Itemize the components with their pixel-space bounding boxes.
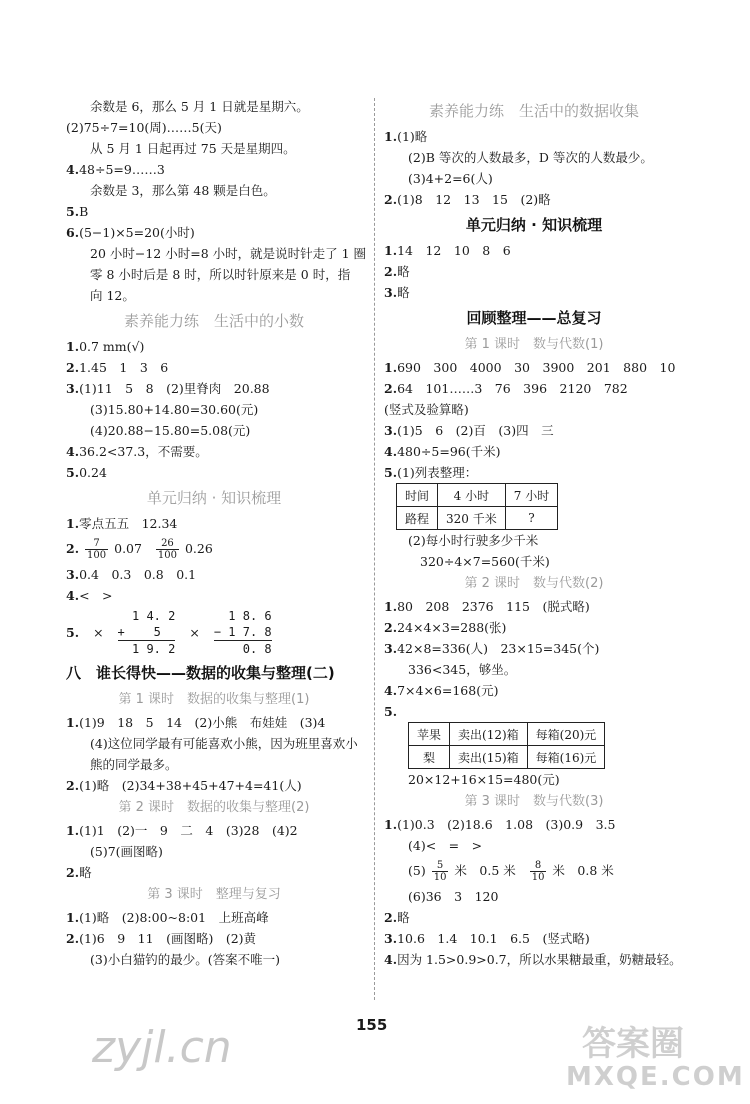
question-number: 4. [384, 683, 398, 698]
answer-line [66, 775, 362, 796]
answer-line [66, 285, 362, 306]
answer-line [66, 733, 362, 754]
answer-line [66, 754, 362, 775]
answer-text: 余数是 6，那么 5 月 1 日就是星期六。 [90, 99, 309, 114]
answer-line-fractions: 2. $\frac{7}{100}$ 0.07 $\frac{26}{100}$ 0.26 [66, 538, 213, 561]
answer-line [66, 117, 362, 138]
question-number: 1. [384, 129, 398, 144]
answer-text: 36.2<37.3，不需要。 [79, 444, 208, 459]
answer-text: 略 [397, 910, 410, 925]
answer-line [384, 168, 684, 189]
question-number: 2. [66, 360, 80, 375]
section-heading-decimals: 素养能力练 生活中的小数 [123, 312, 304, 330]
answer-line [66, 420, 362, 441]
table-cell: 每箱(16)元 [527, 746, 605, 769]
answer-line [384, 907, 684, 928]
question-number: 5. [66, 465, 80, 480]
answer-line: 4.< > [66, 588, 113, 603]
answer-line-fractions: (5) $\frac{5}{10}$ 米 0.5 米 $\frac{8}{10}$ 米 0.8 米 [408, 860, 614, 883]
answer-text: 48÷5=9……3 [79, 162, 165, 177]
answer-line [66, 138, 362, 159]
vertical-subtraction: 1 8. 6 − 1 7. 8 0. 8 [213, 608, 272, 656]
answer-line [66, 378, 362, 399]
answer-line [66, 712, 362, 733]
fraction: $\frac{7}{100}$ [87, 538, 107, 561]
answer-line [66, 180, 362, 201]
lesson-heading-2: 第 2 课时 数与代数(2) [464, 576, 604, 591]
answer-line [66, 907, 362, 928]
answer-text: (1)9 18 5 14 (2)小熊 布娃娃 (3)4 [79, 715, 326, 730]
answer-line [66, 222, 362, 243]
time-distance-table [396, 483, 558, 530]
answer-text: 320÷4×7=560(千米) [420, 554, 550, 569]
answer-text: 余数是 3，那么第 48 颗是白色。 [90, 183, 276, 198]
answer-text: 20×12+16×15=480(元) [408, 772, 560, 787]
question-number: 5. [384, 465, 398, 480]
vertical-calculations: 5. × 1 4. 2 + 5 1 9. 2 × 1 8. 6 − 1 7. 8 0. 8 [66, 608, 272, 656]
table-cell: 每箱(20)元 [527, 723, 605, 746]
answer-text: 零 8 小时后是 8 时，所以时针原来是 0 时，指 [90, 267, 351, 282]
watermark-answer-circle: 答案圈 [582, 1024, 684, 1064]
vertical-addition: 1 4. 2 + 5 1 9. 2 [117, 608, 176, 656]
question-number: 1. [384, 243, 398, 258]
answer-text: (4)20.88−15.80=5.08(元) [90, 423, 251, 438]
lesson1-answers-continued [384, 530, 684, 572]
answer-text: 向 12。 [90, 288, 135, 303]
answer-text: 略 [397, 264, 410, 279]
answer-line [66, 264, 362, 285]
question-number: 3. [384, 641, 398, 656]
decimals-answers [66, 336, 362, 483]
question-number: 4. [66, 162, 80, 177]
answer-line [384, 701, 684, 722]
answer-line [384, 441, 684, 462]
answer-line [384, 147, 684, 168]
answer-line [384, 126, 684, 147]
left-column [66, 96, 367, 970]
question-number: 1. [384, 360, 398, 375]
answer-line [384, 596, 684, 617]
lesson-heading-1: 第 1 课时 数据的收集与整理(1) [118, 692, 310, 707]
answer-text: 0.24 [79, 465, 107, 480]
watermark-mxqe: MXQE.COM [566, 1062, 745, 1092]
right-column [384, 96, 684, 970]
lesson3-answers-continued [384, 886, 684, 970]
answer-line [384, 261, 684, 282]
question-number: 2. [384, 264, 398, 279]
lesson3-answers [384, 814, 684, 856]
answer-line [384, 886, 684, 907]
column-divider [374, 98, 375, 1000]
table-cell: ? [505, 507, 557, 530]
answer-line [66, 96, 362, 117]
answer-text: (5)7(画图略) [90, 844, 163, 859]
answer-text: (1)1 (2)一 9 二 4 (3)28 (4)2 [79, 823, 298, 838]
question-number: 5. [384, 704, 398, 719]
answer-line [66, 462, 362, 483]
answer-text: 因为 1.5>0.9>0.7，所以水果糖最重，奶糖最轻。 [397, 952, 682, 967]
question-number: 4. [66, 444, 80, 459]
answer-text: (1)0.3 (2)18.6 1.08 (3)0.9 3.5 [397, 817, 616, 832]
section-heading-summary: 单元归纳 · 知识梳理 [146, 489, 282, 507]
answer-line [384, 551, 684, 572]
question-number: 1. [66, 715, 80, 730]
question-number: 5. [66, 204, 80, 219]
fraction: $\frac{8}{10}$ [531, 860, 545, 883]
answer-line [384, 462, 684, 483]
lesson2-answers [384, 596, 684, 722]
answer-line [66, 949, 362, 970]
chapter-title: 八 谁长得快——数据的收集与整理(二) [66, 664, 335, 682]
lesson2-answers-continued [384, 769, 684, 790]
answer-text: 42×8=336(人) 23×15=345(个) [397, 641, 600, 656]
answer-text: (2)B 等次的人数最多，D 等次的人数最少。 [408, 150, 653, 165]
answer-text: (1)略 (2)8:00~8:01 上班高峰 [79, 910, 269, 925]
answer-line [384, 378, 684, 399]
answer-text: 336<345，够坐。 [408, 662, 517, 677]
answer-line [384, 680, 684, 701]
answer-text: 略 [397, 285, 410, 300]
answer-text: 24×4×3=288(张) [397, 620, 507, 635]
lesson1-answers [66, 712, 362, 796]
question-number: 1. [384, 817, 398, 832]
answer-line [66, 862, 362, 883]
answer-text: (3)4+2=6(人) [408, 171, 493, 186]
table-row [409, 746, 605, 769]
answer-line: 3.0.4 0.3 0.8 0.1 [66, 567, 197, 582]
answer-line [384, 814, 684, 835]
answer-line [384, 769, 684, 790]
question-number: 1. [66, 910, 80, 925]
table-row [397, 484, 558, 507]
watermark-zyjl: zyjl.cn [92, 1022, 232, 1073]
answer-line [66, 336, 362, 357]
section-heading-summary: 单元归纳 · 知识梳理 [465, 216, 603, 234]
table-cell: 卖出(15)箱 [450, 746, 528, 769]
question-number: 2. [384, 192, 398, 207]
answer-text: 20 小时−12 小时=8 小时，就是说时针走了 1 圈 [90, 246, 367, 261]
answer-text: (5−1)×5=20(小时) [79, 225, 195, 240]
fraction: $\frac{5}{10}$ [433, 860, 447, 883]
question-number: 2. [66, 931, 80, 946]
table-cell: 路程 [397, 507, 438, 530]
answer-text: (1)略 [397, 129, 428, 144]
answer-text: (4)< = > [408, 838, 483, 853]
wrong-mark-1: × [93, 624, 104, 640]
answer-line [66, 159, 362, 180]
table-row [409, 723, 605, 746]
answer-line [384, 240, 684, 261]
question-number: 2. [66, 865, 80, 880]
fruit-sales-table [408, 722, 605, 769]
question-number: 3. [384, 423, 398, 438]
lesson3-answers [66, 907, 362, 970]
question-number: 4. [384, 952, 398, 967]
answer-text: (6)36 3 120 [408, 889, 499, 904]
answer-text: 7×4×6=168(元) [397, 683, 499, 698]
answer-line [66, 841, 362, 862]
question-number: 6. [66, 225, 80, 240]
answer-text: 略 [79, 865, 92, 880]
answer-line [66, 820, 362, 841]
answer-line [384, 638, 684, 659]
table-cell: 4 小时 [438, 484, 506, 507]
section-heading-review: 回顾整理——总复习 [466, 309, 602, 327]
answer-line [384, 617, 684, 638]
question-number: 4. [384, 444, 398, 459]
answer-line [384, 399, 684, 420]
section-heading-data-collection: 素养能力练 生活中的数据收集 [428, 102, 639, 120]
answer-line [384, 835, 684, 856]
summary-answers [384, 240, 684, 303]
answer-text: 690 300 4000 30 3900 201 880 10 [397, 360, 676, 375]
question-number: 3. [384, 931, 398, 946]
answer-text: (1)6 9 11 (画图略) (2)黄 [79, 931, 257, 946]
lesson2-answers [66, 820, 362, 883]
question-number: 1. [384, 599, 398, 614]
lesson-heading-3: 第 3 课时 整理与复习 [147, 887, 281, 902]
answer-line [66, 928, 362, 949]
answer-text: (1)11 5 8 (2)里脊肉 20.88 [79, 381, 270, 396]
answer-line [66, 201, 362, 222]
data-collection-answers [384, 126, 684, 210]
answer-text: 0.7 mm(√) [79, 339, 145, 354]
answer-line [66, 441, 362, 462]
answer-text: (2)每小时行驶多少千米 [408, 533, 539, 548]
question-number: 3. [66, 381, 80, 396]
answer-line [384, 530, 684, 551]
answer-line: 1.零点五五 12.34 [66, 516, 178, 531]
table-cell: 7 小时 [505, 484, 557, 507]
lesson1-answers [384, 357, 684, 483]
answer-line [384, 357, 684, 378]
table-cell: 320 千米 [438, 507, 506, 530]
question-number: 3. [384, 285, 398, 300]
page-number: 155 [356, 1016, 388, 1034]
fraction: $\frac{26}{100}$ [157, 538, 177, 561]
answer-line [66, 243, 367, 264]
answer-line [384, 420, 684, 441]
left-top-answers [66, 96, 367, 306]
answer-text: (3)15.80+14.80=30.60(元) [90, 402, 259, 417]
answer-text: (1)列表整理： [397, 465, 478, 480]
answer-text: 480÷5=96(千米) [397, 444, 501, 459]
answer-text: (1)略 (2)34+38+45+47+4=41(人) [79, 778, 302, 793]
answer-text: (1)8 12 13 15 (2)略 [397, 192, 551, 207]
answer-text: 熊的同学最多。 [90, 757, 178, 772]
answer-line [384, 189, 684, 210]
answer-text: 1.45 1 3 6 [79, 360, 169, 375]
table-cell: 苹果 [409, 723, 450, 746]
question-number: 2. [384, 910, 398, 925]
question-number: 2. [384, 620, 398, 635]
answer-line [66, 357, 362, 378]
table-cell: 时间 [397, 484, 438, 507]
answer-text: 14 12 10 8 6 [397, 243, 511, 258]
answer-text: (4)这位同学最有可能喜欢小熊，因为班里喜欢小 [90, 736, 358, 751]
question-number: 1. [66, 823, 80, 838]
answer-text: 从 5 月 1 日起再过 75 天是星期四。 [90, 141, 296, 156]
question-number: 2. [384, 381, 398, 396]
answer-line [384, 949, 684, 970]
answer-text: (1)5 6 (2)百 (3)四 三 [397, 423, 554, 438]
lesson-heading-2: 第 2 课时 数据的收集与整理(2) [118, 800, 310, 815]
answer-text: 80 208 2376 115 (脱式略) [397, 599, 590, 614]
wrong-mark-2: × [189, 624, 200, 640]
answer-text: 10.6 1.4 10.1 6.5 (竖式略) [397, 931, 590, 946]
lesson-heading-1: 第 1 课时 数与代数(1) [464, 337, 604, 352]
question-number: 1. [66, 339, 80, 354]
answer-text: B [79, 204, 89, 219]
answer-text: 64 101……3 76 396 2120 782 [397, 381, 628, 396]
table-row [397, 507, 558, 530]
answer-text: (2)75÷7=10(周)……5(天) [66, 120, 222, 135]
table-cell: 梨 [409, 746, 450, 769]
answer-line [66, 399, 362, 420]
question-number: 2. [66, 778, 80, 793]
table-cell: 卖出(12)箱 [450, 723, 528, 746]
answer-text: (3)小白猫钓的最少。(答案不唯一) [90, 952, 280, 967]
answer-line [384, 928, 684, 949]
answer-text: (竖式及验算略) [384, 402, 469, 417]
answer-line [384, 659, 684, 680]
lesson-heading-3: 第 3 课时 数与代数(3) [464, 794, 604, 809]
answer-line [384, 282, 684, 303]
